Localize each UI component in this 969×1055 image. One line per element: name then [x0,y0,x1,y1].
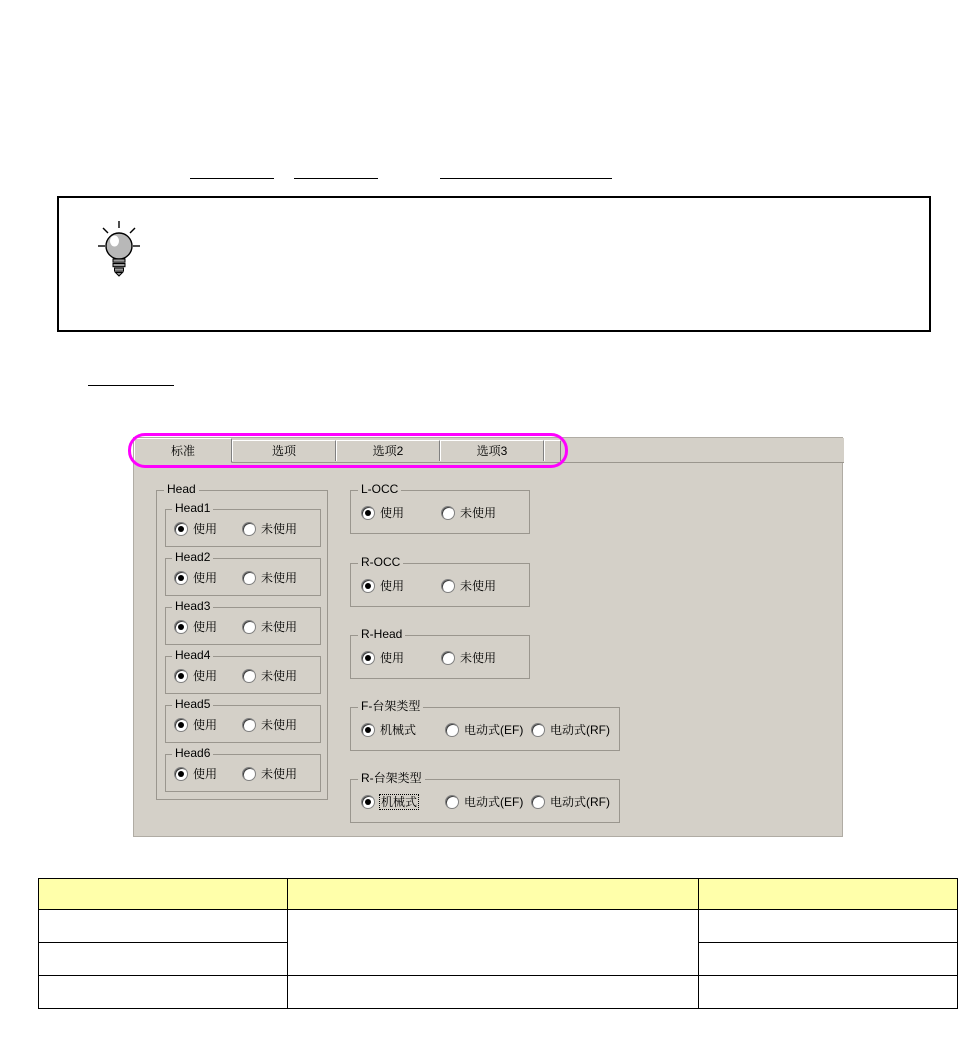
tab-strip [134,438,844,463]
group-head1-legend: Head1 [172,502,213,515]
radio-head1-use-label: 使用 [193,522,218,536]
table-cell-merged [288,910,699,976]
radio-head1-unused[interactable] [242,522,297,536]
group-head3 [165,599,321,645]
group-head1 [165,501,321,547]
table-cell [39,943,288,976]
table-cell [699,943,958,976]
radio-f-base-mechanical[interactable] [361,723,416,737]
radio-r-head-unused-label: 未使用 [460,651,497,665]
group-f-base-type-legend: F-台架类型 [358,700,423,713]
group-r-base-type-legend: R-台架类型 [358,772,425,785]
table-cell [699,976,958,1009]
radio-r-base-mechanical[interactable] [361,795,418,809]
radio-head3-unused[interactable] [242,620,297,634]
radio-head6-use-label: 使用 [193,767,218,781]
group-r-occ [350,555,530,607]
group-head-legend: Head [164,483,199,496]
radio-head6-unused[interactable] [242,767,297,781]
group-head4-legend: Head4 [172,649,213,662]
radio-head2-use[interactable] [174,571,217,585]
radio-f-base-electric-rf[interactable] [531,723,610,737]
tab-option2[interactable]: 选项2 [336,440,440,461]
radio-head6-unused-label: 未使用 [261,767,298,781]
radio-r-head-use-label: 使用 [380,651,405,665]
radio-dot-icon [174,669,188,683]
lightbulb-icon [97,220,141,278]
radio-r-base-electric-ef[interactable] [445,795,523,809]
table-header-cell-2 [288,879,699,910]
radio-head2-use-label: 使用 [193,571,218,585]
radio-l-occ-unused-label: 未使用 [460,506,497,520]
settings-dialog [133,437,843,837]
underline-rule-1 [190,178,274,179]
radio-dot-icon [445,795,459,809]
radio-dot-icon [441,579,455,593]
radio-dot-icon [361,723,375,737]
radio-head4-use[interactable] [174,669,217,683]
group-head6 [165,746,321,792]
radio-dot-icon [361,579,375,593]
radio-r-occ-use-label: 使用 [380,579,405,593]
radio-r-occ-use[interactable] [361,579,404,593]
radio-r-head-use[interactable] [361,651,404,665]
group-head3-legend: Head3 [172,600,213,613]
radio-head4-unused[interactable] [242,669,297,683]
radio-l-occ-unused[interactable] [441,506,496,520]
group-r-occ-legend: R-OCC [358,556,403,569]
standard-tab-panel [134,463,844,837]
radio-head1-use[interactable] [174,522,217,536]
radio-head4-use-label: 使用 [193,669,218,683]
radio-dot-icon [174,522,188,536]
radio-dot-icon [242,767,256,781]
group-head2-legend: Head2 [172,551,213,564]
radio-head5-use-label: 使用 [193,718,218,732]
tab-option3[interactable]: 选项3 [440,440,544,461]
radio-dot-icon [242,522,256,536]
radio-l-occ-use-label: 使用 [380,506,405,520]
table-cell [39,910,288,943]
group-head [156,482,328,800]
radio-r-occ-unused[interactable] [441,579,496,593]
radio-head2-unused-label: 未使用 [261,571,298,585]
radio-f-base-mechanical-label: 机械式 [380,723,417,737]
radio-r-base-electric-rf-label: 电动式(RF) [550,795,610,809]
radio-dot-icon [361,795,375,809]
radio-dot-icon [242,669,256,683]
parameter-table [38,878,958,1009]
radio-dot-icon [242,571,256,585]
radio-dot-icon [174,718,188,732]
table-header-cell-3 [699,879,958,910]
radio-head6-use[interactable] [174,767,217,781]
radio-head5-unused[interactable] [242,718,297,732]
group-head5-legend: Head5 [172,698,213,711]
group-r-base-type [350,771,620,823]
radio-head3-unused-label: 未使用 [261,620,298,634]
radio-dot-icon [242,718,256,732]
group-head6-legend: Head6 [172,747,213,760]
radio-dot-icon [441,506,455,520]
radio-l-occ-use[interactable] [361,506,404,520]
radio-head1-unused-label: 未使用 [261,522,298,536]
radio-r-head-unused[interactable] [441,651,496,665]
group-l-occ [350,482,530,534]
table-cell [699,910,958,943]
radio-head3-use-label: 使用 [193,620,218,634]
radio-head2-unused[interactable] [242,571,297,585]
group-head2 [165,550,321,596]
radio-head5-unused-label: 未使用 [261,718,298,732]
radio-head5-use[interactable] [174,718,217,732]
radio-dot-icon [174,571,188,585]
table-row [39,976,958,1009]
radio-dot-icon [174,620,188,634]
radio-dot-icon [445,723,459,737]
radio-f-base-electric-rf-label: 电动式(RF) [550,723,610,737]
underline-rule-2 [294,178,378,179]
radio-r-base-electric-rf[interactable] [531,795,610,809]
radio-head4-unused-label: 未使用 [261,669,298,683]
tab-standard[interactable]: 标准 [134,438,232,463]
table-cell [39,976,288,1009]
table-header-row [39,879,958,910]
radio-dot-icon [441,651,455,665]
table-header-cell-1 [39,879,288,910]
radio-f-base-electric-ef-label: 电动式(EF) [464,723,524,737]
group-l-occ-legend: L-OCC [358,483,401,496]
underline-rule-4 [88,385,174,386]
group-head4 [165,648,321,694]
radio-dot-icon [531,723,545,737]
tab-option[interactable]: 选项 [232,440,336,461]
group-r-head [350,627,530,679]
table-row [39,910,958,943]
radio-f-base-electric-ef[interactable] [445,723,523,737]
underline-rule-3 [440,178,612,179]
tip-note-box [57,196,931,332]
radio-r-base-electric-ef-label: 电动式(EF) [464,795,524,809]
radio-r-occ-unused-label: 未使用 [460,579,497,593]
radio-dot-icon [361,651,375,665]
tab-extra[interactable] [544,440,561,461]
radio-head3-use[interactable] [174,620,217,634]
radio-dot-icon [242,620,256,634]
group-head5 [165,697,321,743]
group-f-base-type [350,699,620,751]
group-r-head-legend: R-Head [358,628,405,641]
radio-r-base-mechanical-label: 机械式 [381,795,418,809]
table-cell [288,976,699,1009]
radio-dot-icon [174,767,188,781]
radio-dot-icon [531,795,545,809]
radio-dot-icon [361,506,375,520]
